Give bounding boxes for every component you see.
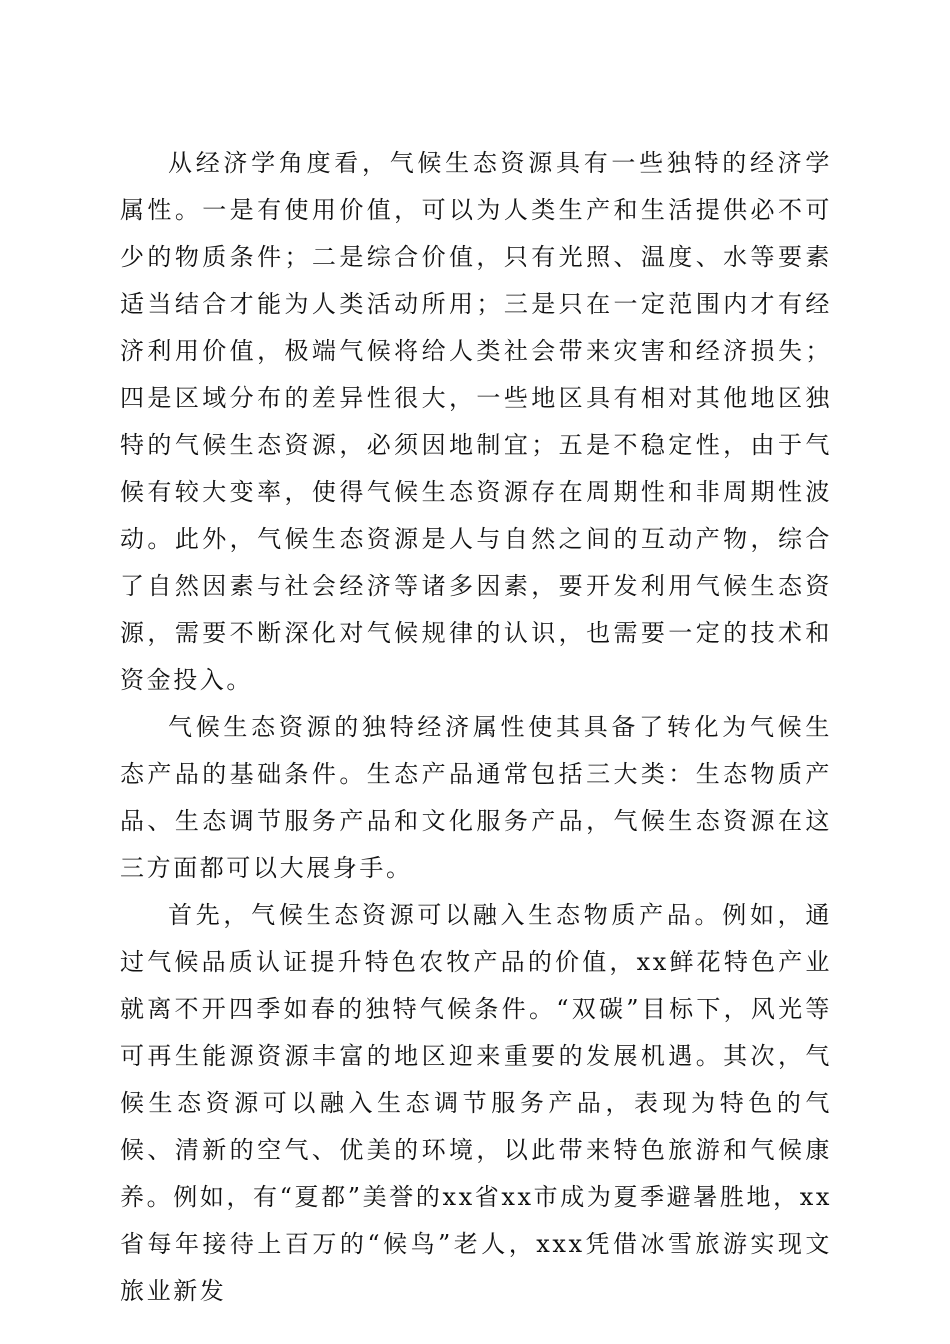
- paragraph-economic-attributes: 从经济学角度看，气候生态资源具有一些独特的经济学属性。一是有使用价值，可以为人类生产和生活提供必不可少的物质条件；二是综合价值，只有光照、温度、水等要素适当结合才能为人类活动所用；三是只在一定范围内才有经济利用价值，极端气候将给人类社会带来灾害和经济损失；四是区域分布的差异性很大，一些地区具有相对其他地区独特的气候生态资源，必须因地制宜；五是不稳定性，由于气候有较大变率，使得气候生态资源存在周期性和非周期性波动。此外，气候生态资源是人与自然之间的互动产物，综合了自然因素与社会经济等诸多因素，要开发利用气候生态资源，需要不断深化对气候规律的认识，也需要一定的技术和资金投入。: [120, 149, 832, 694]
- paragraph-product-examples: 首先，气候生态资源可以融入生态物质产品。例如，通过气候品质认证提升特色农牧产品的价值，xx鲜花特色产业就离不开四季如春的独特气候条件。“双碳”目标下，风光等可再生能源资源丰富的地区迎来重要的发展机遇。其次，气候生态资源可以融入生态调节服务产品，表现为特色的气候、清新的空气、优美的环境，以此带来特色旅游和气候康养。例如，有“夏都”美誉的xx省xx市成为夏季避暑胜地，xx省每年接待上百万的“候鸟”老人，xxx凭借冰雪旅游实现文旅业新发: [120, 901, 832, 1305]
- document-page: [120, 140, 832, 1315]
- paragraph-product-conditions: 气候生态资源的独特经济属性使其具备了转化为气候生态产品的基础条件。生态产品通常包括三大类：生态物质产品、生态调节服务产品和文化服务产品，气候生态资源在这三方面都可以大展身手。: [120, 713, 832, 882]
